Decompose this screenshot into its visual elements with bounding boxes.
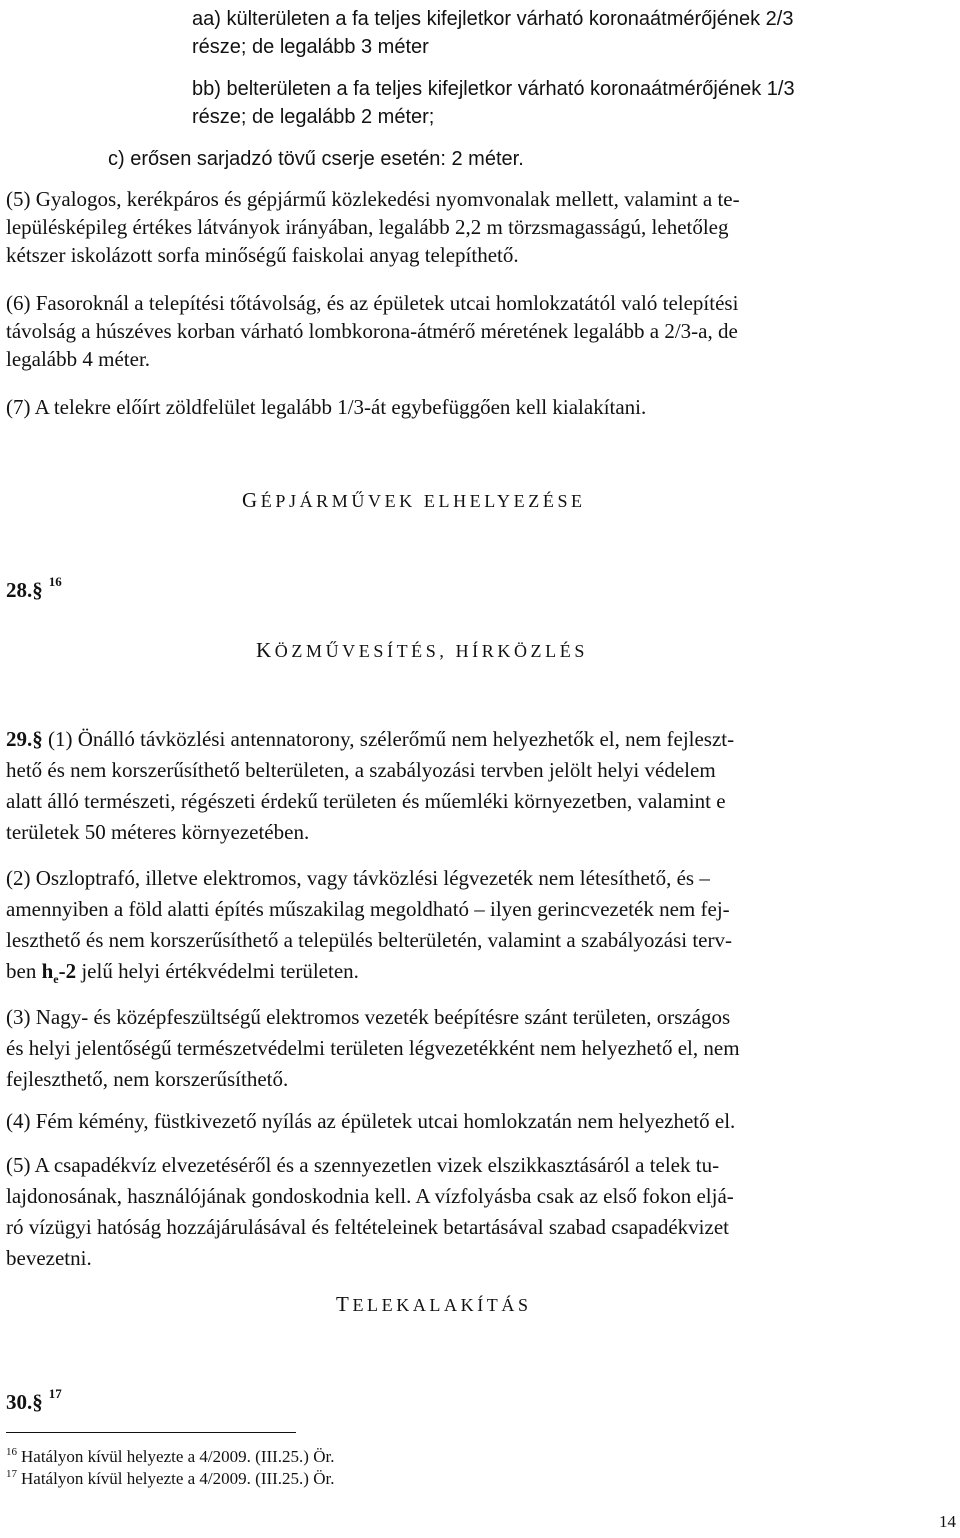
footnote-divider — [6, 1432, 296, 1433]
section-30-sign: § — [32, 1390, 43, 1414]
heading-telekalakitas-rest: ELEKALAKÍTÁS — [352, 1295, 532, 1315]
section-28 — [6, 574, 62, 603]
section-29-para1-text1: (1) Önálló távközlési antennatorony, szélerőmű nem helyezhetők el, nem fejleszt- — [48, 727, 735, 751]
heading-gepjarmuvek-rest: ÉPJÁRMŰVEK ELHELYEZÉSE — [260, 491, 586, 511]
section-29-para5-line1: (5) A csapadékvíz elvezetéséről és a szennyezetlen vizek elszikkasztásáról a telek tu- — [6, 1153, 720, 1177]
section-29-para5-line4: bevezetni. — [6, 1246, 92, 1270]
section-29-para2-line1: (2) Oszloptrafó, illetve elektromos, vagy távközlési légvezeték nem létesíthető, és – — [6, 866, 710, 890]
zone-code-h: h — [41, 959, 54, 983]
footnote-17 — [6, 1468, 334, 1489]
para7: (7) A telekre előírt zöldfelület legalább 1/3-át egybefüggően kell kialakítani. — [6, 395, 647, 419]
section-29-para2-line4 — [6, 958, 359, 992]
item-aa-line1: aa) külterületen a fa teljes kifejletkor várható koronaátmérőjének 2/3 — [192, 8, 794, 30]
para5-line3: kétszer iskolázott sorfa minőségű faiskolai anyag telepíthető. — [6, 243, 519, 267]
footnote-16-mark: 16 — [6, 1446, 17, 1458]
section-29-para2-line4-a: ben — [6, 959, 42, 983]
section-28-number: 28. — [6, 578, 33, 602]
heading-gepjarmuvek — [242, 488, 586, 513]
para5-line2: lepülésképileg értékes látványok irányában, legalább 2,2 m törzsmagasságú, lehetőleg — [6, 215, 729, 239]
heading-telekalakitas — [336, 1292, 532, 1317]
section-29-number: 29. — [6, 727, 33, 751]
section-29-para3-line2: és helyi jelentőségű természetvédelmi területen légvezetékként nem helyezhető el, nem — [6, 1036, 740, 1060]
page-number: 14 — [939, 1512, 956, 1531]
section-29-para1-line2: hető és nem korszerűsíthető belterületen, a szabályozási tervben jelölt helyi védelem — [6, 758, 716, 782]
item-bb-line1: bb) belterületen a fa teljes kifejletkor várható koronaátmérőjének 1/3 — [192, 78, 795, 100]
section-28-footnote-ref: 16 — [48, 574, 62, 589]
footnote-16-text: Hatályon kívül helyezte a 4/2009. (III.25.) Ör. — [21, 1447, 335, 1466]
para6-line2: távolság a húszéves korban várható lombkorona-átmérő méretének legalább a 2/3-a, de — [6, 319, 738, 343]
item-aa-line2: része; de legalább 3 méter — [192, 36, 429, 58]
para6-line1: (6) Fasoroknál a telepítési tőtávolság, és az épületek utcai homlokzatától való telepítési — [6, 291, 739, 315]
section-29-para3-line1: (3) Nagy- és középfeszültségű elektromos vezeték beépítésre szánt területen, országos — [6, 1005, 731, 1029]
footnote-16 — [6, 1446, 334, 1467]
section-29-para5-line3: ró vízügyi hatóság hozzájárulásával és feltételeinek betartásával szabad csapadékvizet — [6, 1215, 729, 1239]
heading-kozmuvesites-cap: K — [256, 638, 275, 662]
section-29-para1-line3: alatt álló természeti, régészeti érdekű területen és műemléki környezetben, valamint e — [6, 789, 726, 813]
zone-code-suffix: -2 — [58, 959, 77, 983]
zone-code — [41, 959, 77, 987]
section-29-para5-line2: lajdonosának, használójának gondoskodnia kell. A vízfolyásba csak az első fokon eljá- — [6, 1184, 734, 1208]
para5-line1: (5) Gyalogos, kerékpáros és gépjármű közlekedési nyomvonalak mellett, valamint a te- — [6, 187, 740, 211]
section-28-sign: § — [32, 578, 43, 602]
heading-kozmuvesites — [256, 638, 588, 663]
section-29-para1-line1 — [6, 726, 734, 752]
section-29-para2-line4-c: jelű helyi értékvédelmi területen. — [76, 959, 359, 983]
section-30 — [6, 1386, 62, 1415]
section-30-number: 30. — [6, 1390, 33, 1414]
item-c: c) erősen sarjadzó tövű cserje esetén: 2 méter. — [108, 148, 524, 170]
heading-telekalakitas-cap: T — [336, 1292, 353, 1316]
section-29-para4: (4) Fém kémény, füstkivezető nyílás az épületek utcai homlokzatán nem helyezhető el. — [6, 1109, 736, 1133]
section-29-para3-line3: fejleszthető, nem korszerűsíthető. — [6, 1067, 289, 1091]
heading-kozmuvesites-rest: ÖZMŰVESÍTÉS, HÍRKÖZLÉS — [274, 641, 588, 661]
footnote-17-text: Hatályon kívül helyezte a 4/2009. (III.25.) Ör. — [21, 1469, 335, 1488]
zone-code-sub: e — [53, 972, 59, 987]
section-29-para1-line4: területek 50 méteres környezetében. — [6, 820, 310, 844]
section-29-sign: § — [32, 727, 43, 751]
section-29-para2-line2: amennyiben a föld alatti építés műszakilag megoldható – ilyen gerincvezeték nem fej- — [6, 897, 730, 921]
section-29-para2-line3: leszthető és nem korszerűsíthető a település belterületén, valamint a szabályozási terv- — [6, 928, 732, 952]
heading-gepjarmuvek-cap: G — [242, 488, 261, 512]
para6-line3: legalább 4 méter. — [6, 347, 151, 371]
section-30-footnote-ref: 17 — [48, 1386, 62, 1401]
item-bb-line2: része; de legalább 2 méter; — [192, 106, 435, 128]
footnote-17-mark: 17 — [6, 1468, 17, 1480]
